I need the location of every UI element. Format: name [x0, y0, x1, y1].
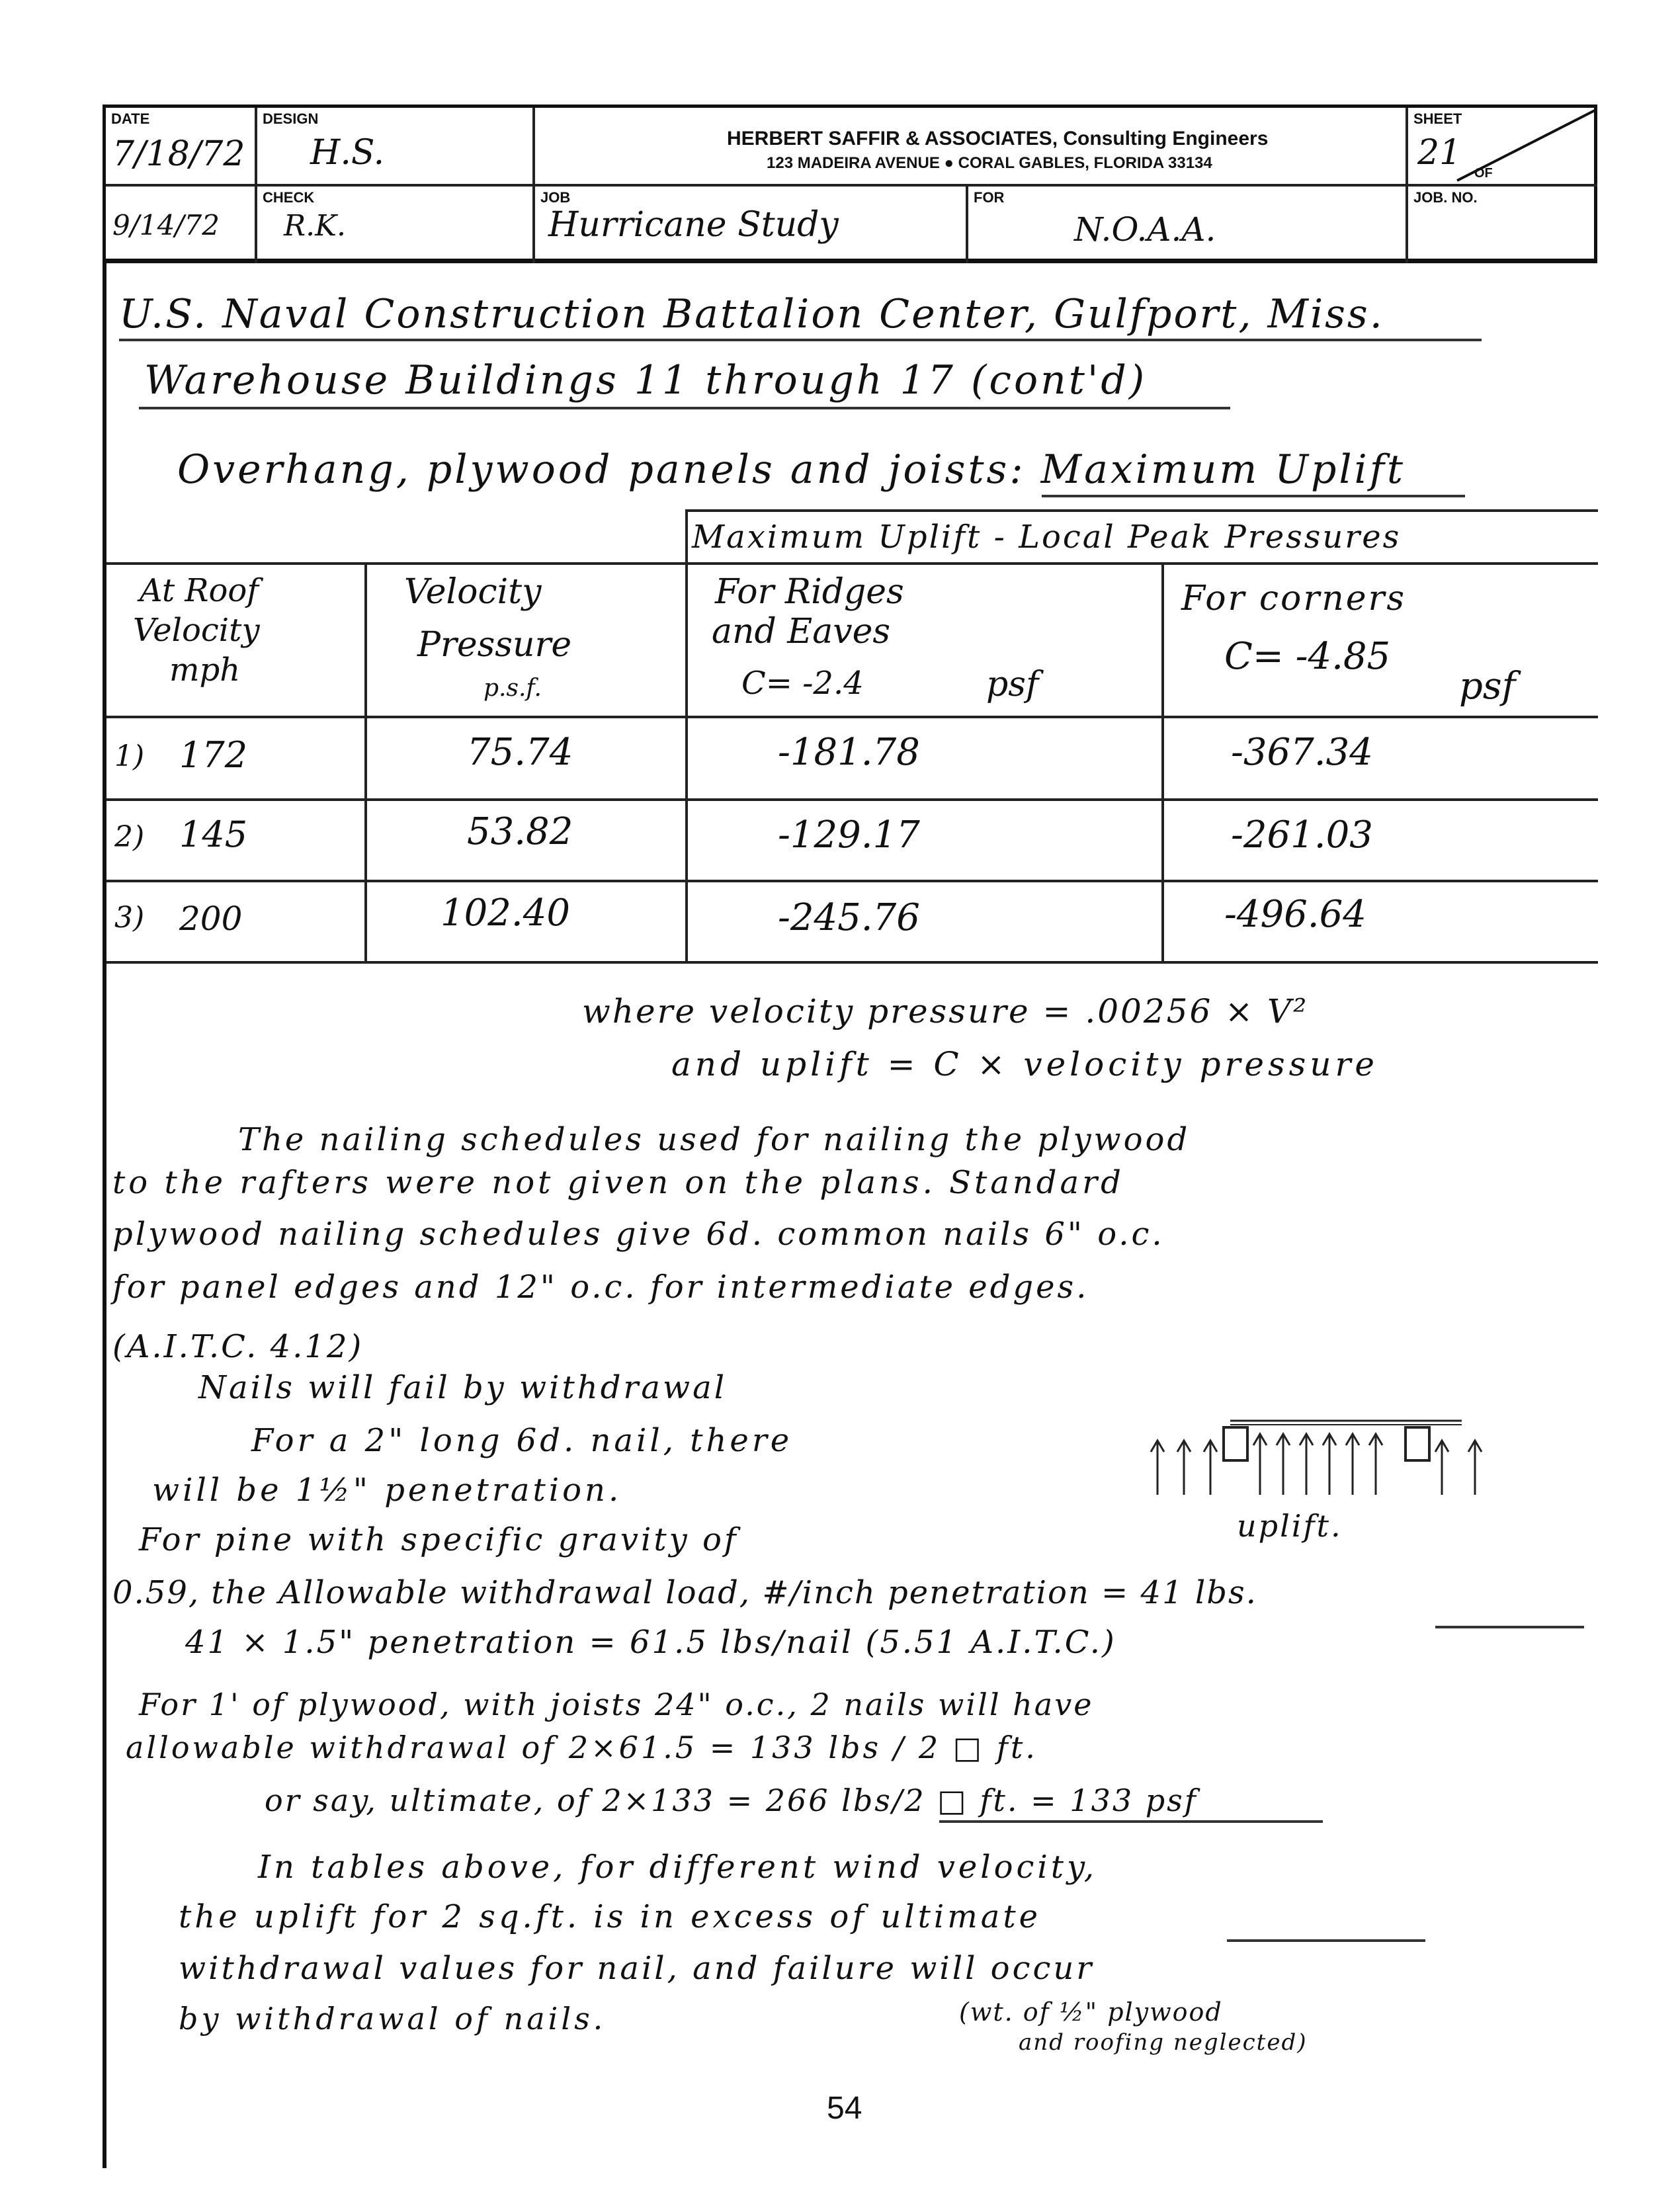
table-rule: [106, 880, 1598, 882]
underline: [1435, 1626, 1584, 1628]
check-date-cell: [106, 187, 255, 263]
table-rule: [106, 562, 1598, 565]
table-rule: [106, 798, 1598, 801]
check-date-value: 9/14/72: [112, 209, 220, 241]
formula-uplift: and uplift = C × velocity pressure: [671, 1045, 1378, 1083]
firm-address: 123 MADEIRA AVENUE ● CORAL GABLES, FLORIDA 33134: [767, 154, 1212, 172]
body-line: The nailing schedules used for nailing the plywood: [238, 1121, 1191, 1158]
job-label: JOB: [540, 189, 571, 206]
col3-header-line: C= -2.4: [741, 665, 864, 702]
job-cell: [535, 187, 966, 263]
firm-cell: [535, 108, 1406, 184]
job-no-label: JOB. NO.: [1413, 189, 1478, 206]
group-header: Maximum Uplift - Local Peak Pressures: [692, 519, 1402, 556]
body-line: For pine with specific gravity of: [139, 1521, 739, 1558]
uplift-table: [106, 509, 1598, 966]
body-line: 0.59, the Allowable withdrawal load, #/inch penetration = 41 lbs.: [112, 1574, 1257, 1611]
table-rule: [685, 509, 1598, 512]
check-label: CHECK: [263, 189, 315, 206]
sketch-label: uplift.: [1237, 1508, 1343, 1544]
row-pressure: 102.40: [441, 892, 570, 935]
table-rule: [685, 509, 688, 964]
col2-header-line: p.s.f.: [483, 675, 542, 702]
body-line: allowable withdrawal of 2×61.5 = 133 lbs / 2 □ ft.: [126, 1730, 1038, 1765]
col3-header-line: For Ridges: [715, 572, 904, 612]
note-line: (wt. of ½" plywood: [959, 1997, 1223, 2027]
body-line: For a 2" long 6d. nail, there: [251, 1422, 793, 1459]
title-line-2: Warehouse Buildings 11 through 17 (cont'd): [144, 357, 1148, 403]
title-underline: [139, 407, 1230, 409]
underline: [1227, 1939, 1425, 1942]
body-line: For 1' of plywood, with joists 24" o.c., 2 nails will have: [139, 1687, 1094, 1722]
row-corners: -496.64: [1224, 893, 1366, 936]
row-velocity: 200: [179, 900, 243, 938]
row-ridges: -181.78: [778, 731, 920, 774]
date-cell: [106, 108, 255, 184]
for-value: N.O.A.A.: [1074, 210, 1216, 249]
col1-header-line: mph: [169, 652, 241, 689]
body-line: the uplift for 2 sq.ft. is in excess of ultimate: [179, 1898, 1042, 1935]
body-line: 41 × 1.5" penetration = 61.5 lbs/nail (5.51 A.I.T.C.): [185, 1624, 1116, 1661]
col4-header-line: psf: [1459, 665, 1516, 708]
table-rule: [364, 562, 367, 964]
formula-velocity-pressure: where velocity pressure = .00256 × V²: [582, 992, 1309, 1030]
page-number: 54: [827, 2091, 862, 2126]
uplift-diagram: [1144, 1415, 1515, 1508]
title-block: [103, 105, 1597, 263]
body-line: In tables above, for different wind velocity,: [258, 1849, 1098, 1886]
row-ridges: -129.17: [778, 814, 920, 857]
sheet-slash: [1454, 108, 1597, 184]
body-line: (A.I.T.C. 4.12): [112, 1328, 364, 1365]
col1-header-line: At Roof: [140, 572, 259, 609]
for-cell: [968, 187, 1406, 263]
title-underline: [119, 339, 1482, 341]
body-line: withdrawal values for nail, and failure will occur: [179, 1950, 1095, 1987]
date-label: DATE: [111, 110, 150, 127]
underline: [939, 1820, 1323, 1823]
sheet-cell: [1408, 108, 1597, 184]
row-number: 3): [114, 901, 145, 935]
check-value: R.K.: [284, 209, 346, 243]
body-line: plywood nailing schedules give 6d. common nails 6" o.c.: [112, 1216, 1165, 1253]
body-line: by withdrawal of nails.: [179, 2001, 607, 2037]
row-number: 1): [114, 739, 145, 773]
firm-name: HERBERT SAFFIR & ASSOCIATES, Consulting Engineers: [727, 128, 1269, 149]
sheet-label: SHEET: [1413, 110, 1462, 127]
for-label: FOR: [974, 189, 1005, 206]
row-ridges: -245.76: [778, 896, 920, 939]
subtitle: Overhang, plywood panels and joists: Maximum Uplift: [177, 446, 1406, 493]
design-value: H.S.: [310, 133, 385, 173]
row-corners: -261.03: [1231, 814, 1373, 857]
row-pressure: 75.74: [467, 731, 573, 774]
row-pressure: 53.82: [467, 810, 573, 853]
of-label: OF: [1474, 166, 1493, 181]
note-line: and roofing neglected): [1019, 2029, 1308, 2056]
col3-header-line: psf: [986, 665, 1039, 704]
title-line-1: U.S. Naval Construction Battalion Center, Gulfport, Miss.: [119, 291, 1384, 337]
col4-header-line: For corners: [1181, 579, 1407, 618]
row-velocity: 145: [179, 814, 248, 855]
job-value: Hurricane Study: [548, 205, 839, 245]
table-rule: [1161, 562, 1164, 964]
row-velocity: 172: [179, 734, 248, 776]
row-number: 2): [114, 820, 145, 854]
table-rule: [106, 961, 1598, 964]
col3-header-line: and Eaves: [712, 612, 891, 652]
body-line: will be 1½" penetration.: [152, 1472, 622, 1509]
col4-header-line: C= -4.85: [1224, 635, 1391, 678]
design-cell: [257, 108, 532, 184]
table-rule: [106, 716, 1598, 718]
body-line: or say, ultimate, of 2×133 = 266 lbs/2 □ ft. = 133 psf: [265, 1783, 1198, 1818]
job-no-cell: [1408, 187, 1597, 263]
body-line: Nails will fail by withdrawal: [198, 1369, 728, 1406]
col1-header-line: Velocity: [133, 612, 260, 649]
body-line: to the rafters were not given on the plans. Standard: [112, 1164, 1124, 1201]
date-value: 7/18/72: [112, 134, 245, 174]
sheet-value: 21: [1417, 133, 1462, 173]
design-label: DESIGN: [263, 110, 319, 127]
row-corners: -367.34: [1231, 731, 1373, 774]
col2-header-line: Velocity: [404, 572, 542, 612]
body-line: for panel edges and 12" o.c. for intermediate edges.: [112, 1269, 1089, 1306]
check-cell: [257, 187, 532, 263]
subtitle-underline: [1042, 495, 1465, 497]
uplift-sketch: [1144, 1415, 1515, 1544]
col2-header-line: Pressure: [417, 625, 572, 665]
